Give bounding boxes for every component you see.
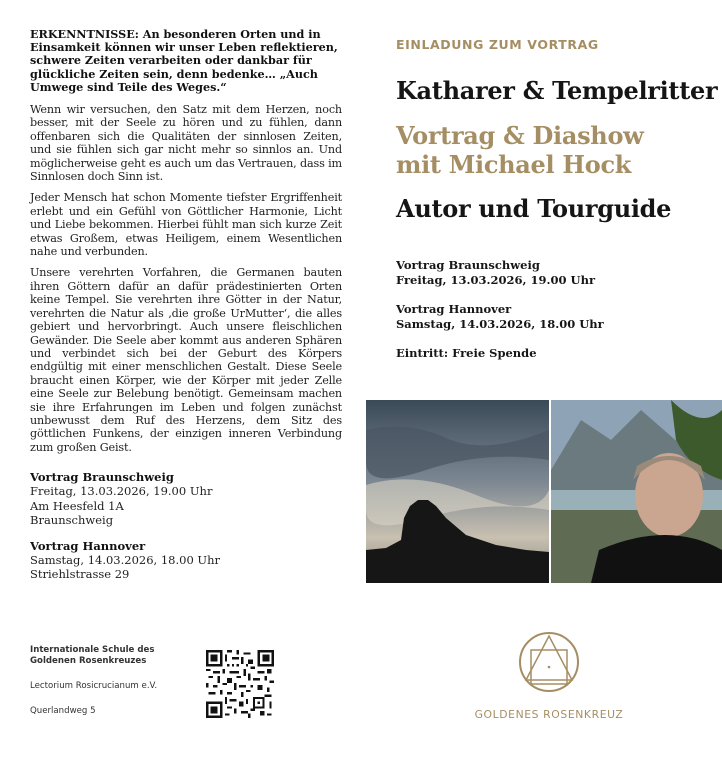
venue-hannover xyxy=(30,539,342,582)
admission-note: Eintritt: Freie Spende xyxy=(396,346,537,360)
castle-silhouette-photo xyxy=(366,400,549,583)
intro-heading: ERKENNTNISSE: An besonderen Orten und in Einsamkeit können wir unser Leben reflektieren, schwere Zeiten verarbeiten oder dankbar für glückliche Zeiten sein, denn bedenke… „Auch Umwege sind Teile des Weges.“ xyxy=(30,27,338,94)
organisation-address: Querlandweg 5 xyxy=(30,706,96,716)
venue-date: Freitag, 13.03.2026, 19.00 Uhr xyxy=(30,484,213,499)
rosicrucian-emblem-icon xyxy=(518,631,580,693)
event-date: Freitag, 13.03.2026, 19.00 Uhr xyxy=(396,272,596,287)
left-column xyxy=(30,28,342,582)
body-paragraph-3: Unsere verehrten Vorfahren, die Germanen bauten ihren Göttern dafür an dafür prädestinierten Orten keine Tempel. Sie verehrten ihre Götter in der Natur, verehrten die Natur als ‚die große UrMutter‘, die alles gebiert und hervorbringt. Auch unsere fleischlichen Gewänder. Die Seele aber kommt aus anderen Sphären und verbindet sich bei der Geburt des Körpers endgültig mit einer menschlichen Gestalt. Diese Seele braucht einen Körper, wie der Körper mit jeder Zelle eine Seele zur Belebung benötigt. Gemeinsam machen sie ihre Erfahrungen im Leben und folgen zunächst unbewusst dem Ruf des Herzens, dem Sitz des göttlichen Funkens, der einzigen inneren Verbindung zum großen Geist. xyxy=(30,266,342,454)
event-hannover xyxy=(396,302,604,331)
body-paragraph-1: Wenn wir versuchen, den Satz mit dem Herzen, noch besser, mit der Seele zu hören und zu fühlen, dann offenbaren sich die Qualitäten der sinnlosen Zeiten, und sie fühlen sich gar nicht mehr so sinnlos an. Und möglicherweise geht es auch um das Vertrauen, dass im Sinnlosen doch Sinn ist. xyxy=(30,103,342,184)
invitation-label: EINLADUNG ZUM VORTRAG xyxy=(396,37,599,52)
venue-title: Vortrag Hannover xyxy=(30,538,146,553)
venue-street: Am Heesfeld 1A xyxy=(30,498,124,513)
venue-title: Vortrag Braunschweig xyxy=(30,470,174,485)
lectorium-name: Lectorium Rosicrucianum e.V. xyxy=(30,681,158,691)
event-location: Vortrag Braunschweig xyxy=(396,258,540,272)
body-paragraph-2: Jeder Mensch hat schon Momente tiefster Ergriffenheit erlebt und ein Gefühl von Göttlicher Harmonie, Licht und Liebe bekommen. Hierbei fühlt man sich kurze Zeit etwas Großem, etwas Heiligem, einem Wesentlichen nahe und verbunden. xyxy=(30,191,342,259)
subtitle-line: Vortrag & Diashow xyxy=(396,121,644,150)
qr-code[interactable] xyxy=(206,650,274,718)
event-subtitle xyxy=(396,121,644,179)
event-title: Katharer & Tempelritter xyxy=(396,76,718,105)
venue-braunschweig xyxy=(30,470,342,527)
speaker-portrait-photo xyxy=(551,400,722,583)
event-braunschweig xyxy=(396,258,595,287)
event-location: Vortrag Hannover xyxy=(396,302,512,316)
organisation-block xyxy=(30,645,200,717)
brand-name: GOLDENES ROSENKREUZ xyxy=(474,708,624,721)
venue-date: Samstag, 14.03.2026, 18.00 Uhr xyxy=(30,553,221,568)
venue-street: Striehlstrasse 29 xyxy=(30,567,130,582)
event-date: Samstag, 14.03.2026, 18.00 Uhr xyxy=(396,316,604,331)
organisation-name: Internationale Schule des Goldenen Rosenkreuzes xyxy=(30,645,155,666)
subtitle-line: mit Michael Hock xyxy=(396,150,632,179)
venue-city: Braunschweig xyxy=(30,512,114,527)
speaker-role: Autor und Tourguide xyxy=(396,194,672,223)
